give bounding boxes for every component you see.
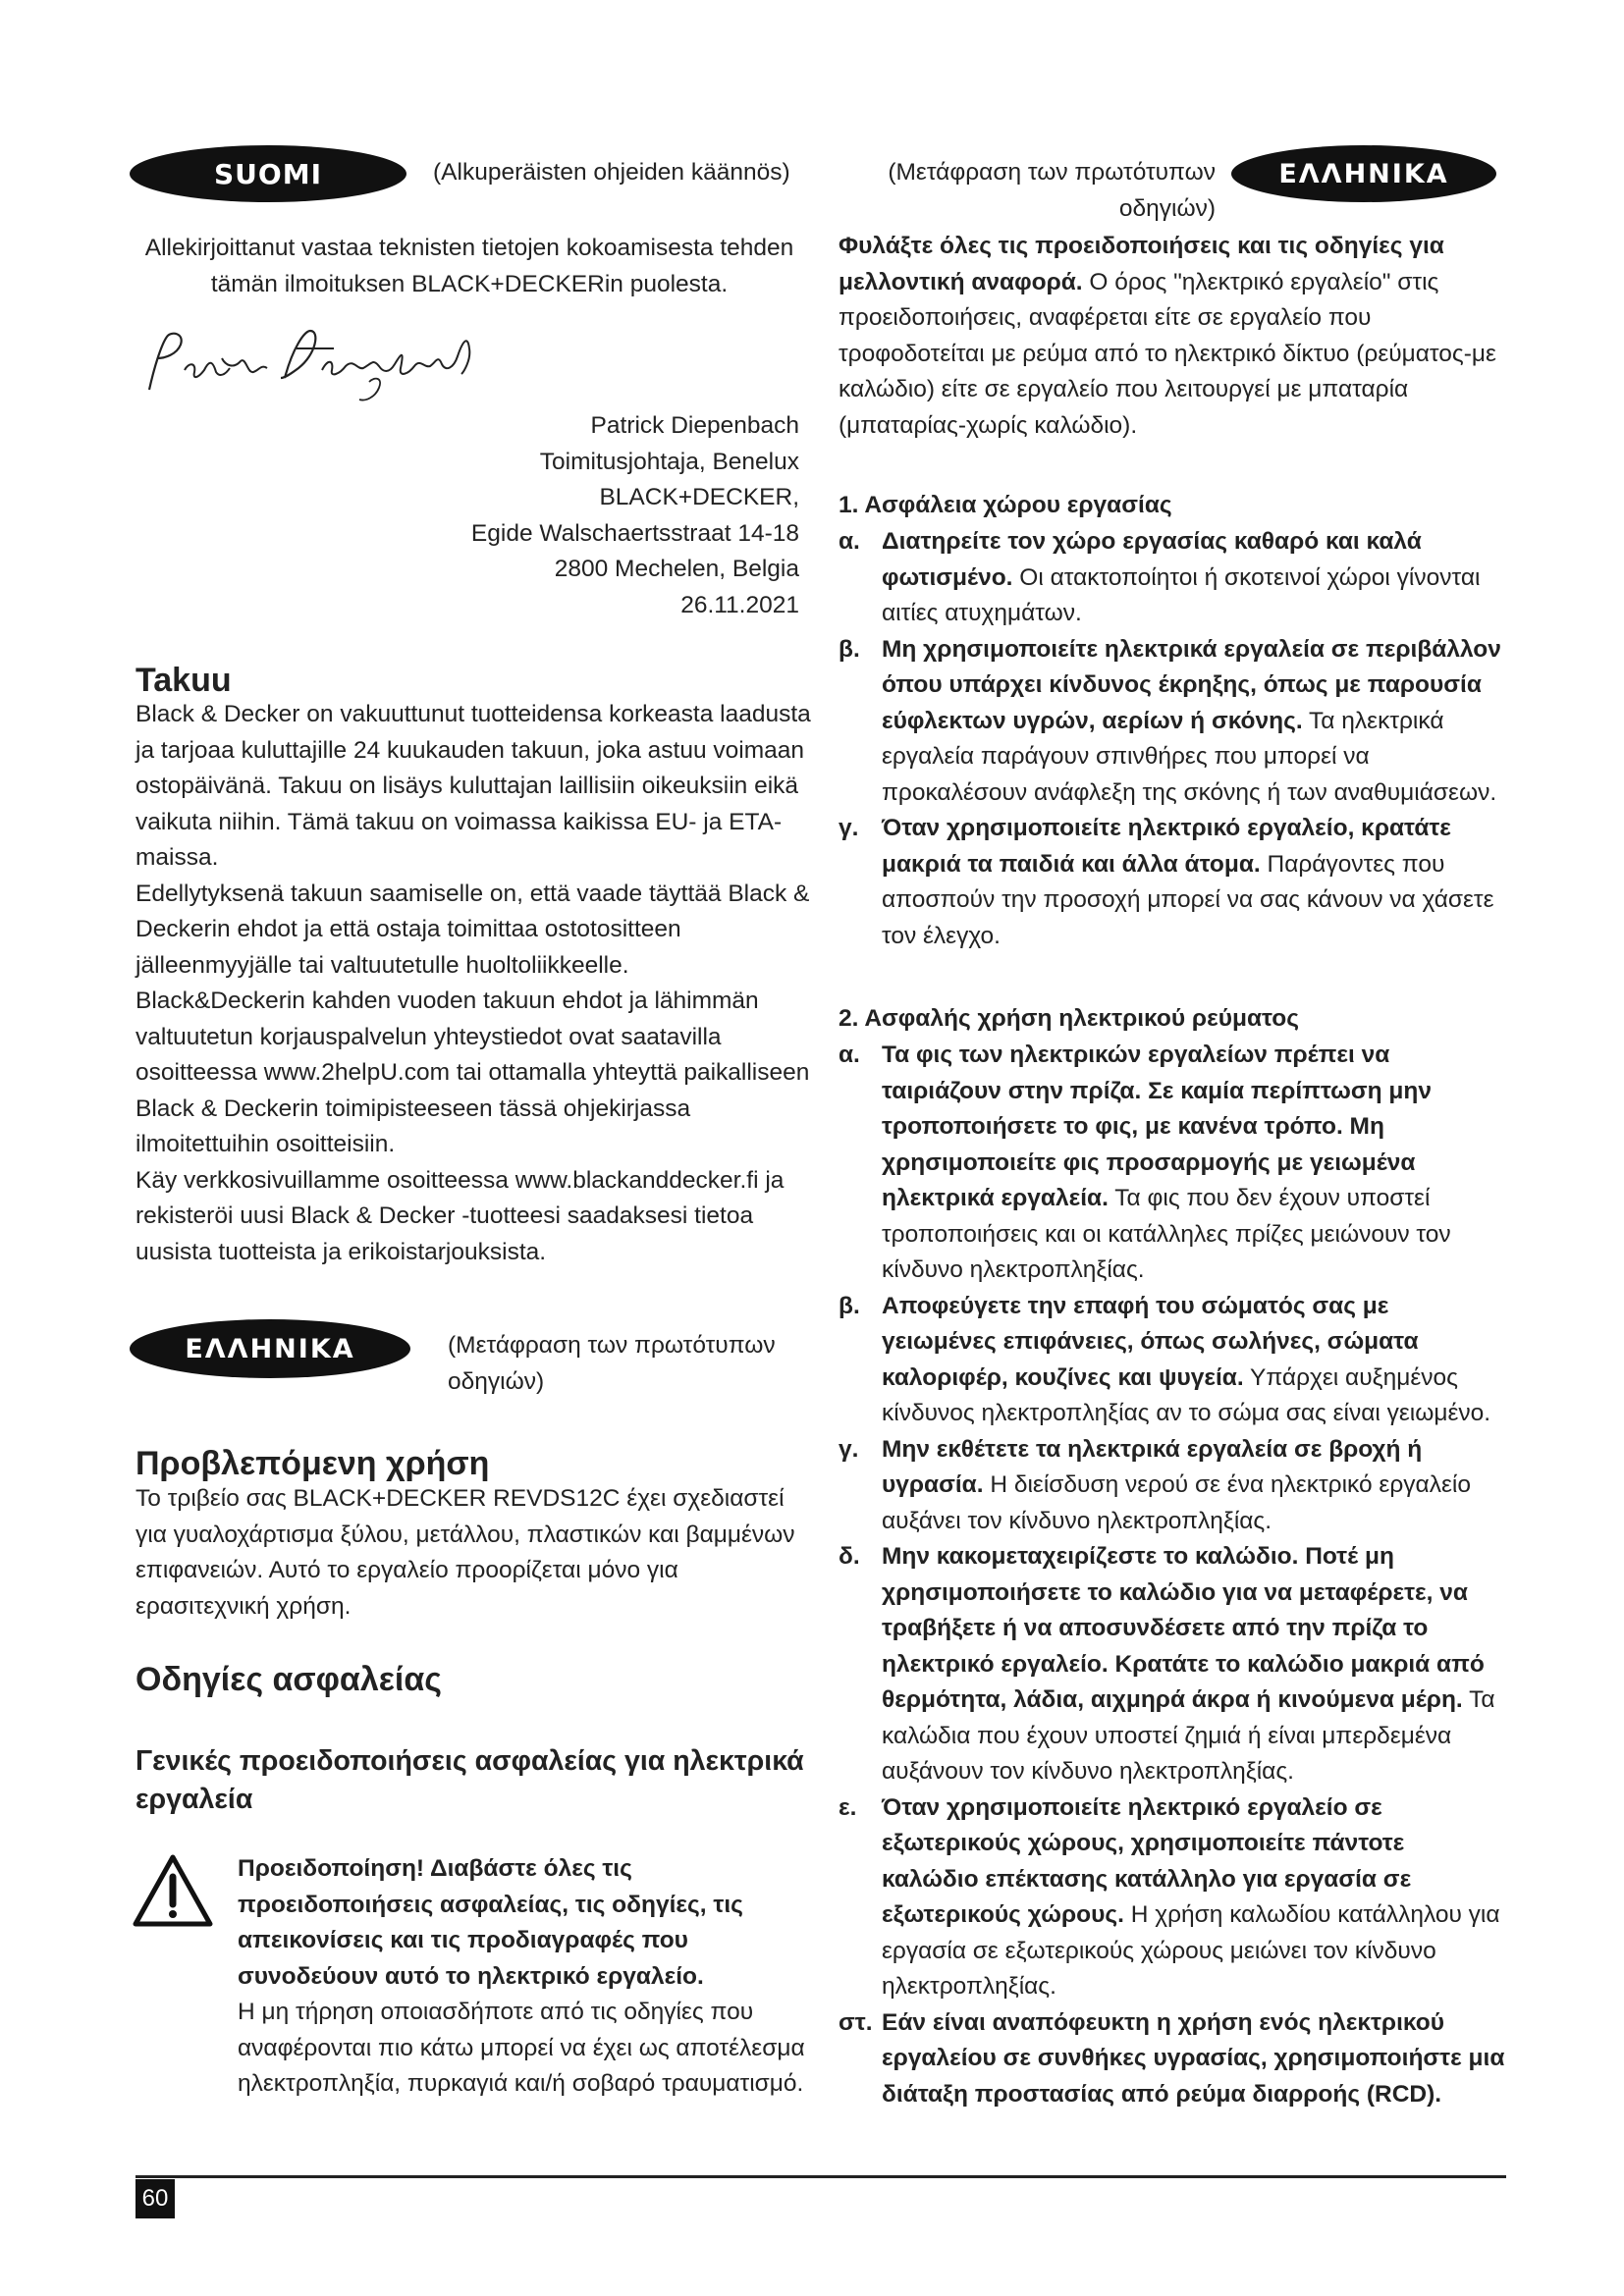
takuu-paragraph: Black&Deckerin kahden vuoden takuun ehdot ja lähimmän valtuutetun korjauspalvelun yhteystiedot ovat saatavilla osoitteessa www.2helpU.com tai ottamalla yhteyttä paikalliseen Black & Deckerin toimipisteeseen tässä ohjekirjassa ilmoitettuihin osoitteisiin. — [135, 988, 810, 1157]
takuu-heading: Takuu — [135, 662, 232, 699]
item-label: στ. — [839, 2008, 873, 2036]
intended-use-text: Το τριβείο σας BLACK+DECKER REVDS12C έχει σχεδιαστεί για γυαλοχάρτισμα ξύλου, μετάλλου, πλαστικών και βαμμένων επιφανειών. Αυτό το εργαλείο προορίζεται μόνο για ερασιτεχνική χρήση. — [135, 1485, 795, 1620]
item-bold: Τα φις των ηλεκτρικών εργαλείων πρέπει να ταιριάζουν στην πρίζα. Σε καμία περίπτωση μην τροποποιήσετε το φις, με κανένα τρόπο. Μη χρησιμοποιείτε φις προσαρμογής με γειωμένα ηλεκτρικά εργαλεία. — [882, 1041, 1432, 1211]
item-bold: Μην εκθέτετε τα ηλεκτρικά εργαλεία σε βροχή ή υγρασία. — [882, 1435, 1423, 1498]
item-label: γ. — [839, 815, 859, 841]
warning-bold: Προειδοποίηση! Διαβάστε όλες τις προειδοποιήσεις ασφαλείας, τις οδηγίες, τις απεικονίσεις και τις προδιαγραφές που συνοδεύουν αυτό το ηλεκτρικό εργαλείο. — [238, 1855, 743, 1990]
item-text: Η χρήση καλωδίου κατάλληλου για εργασία σε εξωτερικούς χώρους μειώνει τον κίνδυνο ηλεκτροπληξίας. — [882, 1901, 1500, 2000]
warning-block — [238, 1851, 807, 2103]
item-text: Παράγοντες που αποσπούν την προσοχή μπορεί να σας κάνουν να χάσετε τον έλεγχο. — [882, 850, 1494, 949]
item-bold: Εάν είναι αναπόφευκτη η χρήση ενός ηλεκτρικού εργαλείου σε συνθήκες υγρασίας, χρησιμοποιήστε μια διάταξη προστασίας από ρεύμα διαρροής (RCD). — [882, 2008, 1505, 2108]
list-item — [839, 1539, 1506, 1790]
item-text: Τα φις που δεν έχουν υποστεί τροποποιήσεις και οι κατάλληλες πρίζες μειώνουν τον κίνδυνο ηλεκτροπληξίας. — [882, 1185, 1451, 1283]
footer-rule — [135, 2175, 1506, 2178]
list-item — [839, 2005, 1506, 2113]
item-text: Υπάρχει αυξημένος κίνδυνος ηλεκτροπληξίας αν το σώμα σας είναι γειωμένο. — [882, 1363, 1491, 1426]
list-item — [839, 632, 1506, 812]
item-bold: Αποφεύγετε την επαφή του σώματός σας με γειωμένες επιφάνειες, όπως σωλήνες, σώματα καλοριφέρ, κουζίνες και ψυγεία. — [882, 1292, 1419, 1391]
page-number: 60 — [141, 2185, 169, 2212]
list-item — [839, 1790, 1506, 2005]
item-bold: Διατηρείτε τον χώρο εργασίας καθαρό και καλά φωτισμένο. — [882, 528, 1422, 591]
suomi-subtitle: (Alkuperäisten ohjeiden käännös) — [433, 159, 790, 186]
item-bold: Όταν χρησιμοποιείτε ηλεκτρικό εργαλείο σε εξωτερικούς χώρους, χρησιμοποιείτε πάντοτε καλώδιο επέκτασης κατάλληλο για εργασία σε εξωτερικούς χώρους. — [882, 1793, 1412, 1928]
signature — [137, 319, 530, 407]
declaration: Allekirjoittanut vastaa teknisten tietojen kokoamisesta tehden tämän ilmoituksen BLACK+DECKERin puolesta. — [144, 235, 794, 297]
item-text: Τα καλώδια που έχουν υποστεί ζημιά ή είναι μπερδεμένα αυξάνουν τον κίνδυνο ηλεκτροπληξίας. — [882, 1686, 1495, 1785]
section1-heading: 1. Ασφάλεια χώρου εργασίας — [839, 492, 1172, 518]
list-item — [839, 1432, 1506, 1540]
address-line: 2800 Mechelen, Belgia — [554, 556, 799, 582]
address-block — [373, 408, 799, 623]
section2-list — [839, 1038, 1506, 2112]
takuu-text — [135, 697, 813, 1270]
item-label: α. — [839, 1041, 860, 1068]
item-bold: Μην κακομεταχειρίζεστε το καλώδιο. Ποτέ μη χρησιμοποιήσετε το καλώδιο για να μεταφέρετε, να τραβήξετε ή να αποσυνδέσετε από την πρίζα το ηλεκτρικό εργαλείο. Κρατάτε το καλώδιο μακριά από θερμότητα, λάδια, αιχμηρά άκρα ή κινούμενα μέρη. — [882, 1543, 1485, 1713]
warning-text: Η μη τήρηση οποιασδήποτε από τις οδηγίες που αναφέρονται πιο κάτω μπορεί να έχει ως αποτέλεσμα ηλεκτροπληξία, πυρκαγιά και/ή σοβαρό τραυματισμό. — [238, 1999, 805, 2097]
page-number-box — [135, 2179, 175, 2218]
greek-badge-left — [130, 1319, 410, 1378]
item-bold: Μη χρησιμοποιείτε ηλεκτρικά εργαλεία σε περιβάλλον όπου υπάρχει κίνδυνος έκρηξης, όπως με παρουσία εύφλεκτων υγρών, αερίων ή σκόνης. — [882, 635, 1501, 734]
takuu-paragraph: Käy verkkosivuillamme osoitteessa www.blackanddecker.fi ja rekisteröi uusi Black & Decker -tuotteesi saadaksesi tietoa uusista tuotteista ja erikoistarjouksista. — [135, 1166, 785, 1265]
address-line: Egide Walschaertsstraat 14-18 — [470, 519, 799, 547]
address-line: Patrick Diepenbach — [590, 412, 799, 439]
safety-heading: Οδηγίες ασφαλείας — [135, 1661, 442, 1698]
item-text: Η διείσδυση νερού σε ένα ηλεκτρικό εργαλείο αυξάνει τον κίνδυνο ηλεκτροπληξίας. — [882, 1471, 1471, 1534]
item-label: γ. — [839, 1435, 859, 1463]
greek-badge-right-label: ΕΛΛΗΝΙΚΑ — [1278, 158, 1449, 189]
greek-badge-right — [1231, 145, 1496, 202]
item-label: α. — [839, 528, 860, 555]
list-item — [839, 811, 1506, 954]
warning-icon — [132, 1853, 214, 1928]
signature-graphic — [137, 319, 530, 407]
greek-badge-label: ΕΛΛΗΝΙΚΑ — [185, 1333, 355, 1364]
item-text: Οι ατακτοποίητοι ή σκοτεινοί χώροι γίνονται αιτίες ατυχημάτων. — [882, 563, 1481, 626]
section2-heading: 2. Ασφαλής χρήση ηλεκτρικού ρεύματος — [839, 1005, 1299, 1032]
list-item — [839, 1289, 1506, 1432]
item-bold: Όταν χρησιμοποιείτε ηλεκτρικό εργαλείο, κρατάτε μακριά τα παιδιά και άλλα άτομα. — [882, 815, 1451, 878]
suomi-badge-label: SUOMI — [214, 157, 322, 190]
list-item — [839, 524, 1506, 632]
intro-bold: Φυλάξτε όλες τις προειδοποιήσεις και τις οδηγίες για μελλοντική αναφορά. — [839, 233, 1444, 295]
takuu-paragraph: Edellytyksenä takuun saamiselle on, että vaade täyttää Black & Deckerin ehdot ja että ostaja toimittaa ostotositteen jälleenmyyjälle tai valtuutetulle huoltoliikkeelle. — [135, 880, 810, 979]
address-line: Toimitusjohtaja, Benelux — [539, 448, 799, 475]
list-item — [839, 1038, 1506, 1289]
section1-list — [839, 524, 1506, 954]
general-warnings-heading: Γενικές προειδοποιήσεις ασφαλείας για ηλεκτρικά εργαλεία — [135, 1745, 804, 1815]
item-label: δ. — [839, 1543, 860, 1570]
intended-use-heading: Προβλεπόμενη χρήση — [135, 1445, 490, 1482]
intro-paragraph — [839, 229, 1506, 444]
greek-subtitle-right: (Μετάφραση των πρωτότυπων οδηγιών) — [888, 159, 1216, 222]
greek-subtitle-left: (Μετάφραση των πρωτότυπων οδηγιών) — [448, 1332, 776, 1395]
address-line: BLACK+DECKER, — [599, 484, 799, 510]
item-text: Τα ηλεκτρικά εργαλεία παράγουν σπινθήρες που μπορεί να προκαλέσουν ανάφλεξη της σκόνης ή των αναθυμιάσεων. — [882, 707, 1497, 806]
takuu-paragraph: Black & Decker on vakuuttunut tuotteidensa korkeasta laadusta ja tarjoaa kuluttajille 24 kuukauden takuun, joka astuu voimaan ostopäivänä. Takuu on lisäys kuluttajan laillisiin oikeuksiin eikä vaikuta niihin. Tämä takuu on voimassa kaikissa EU- ja ETA-maissa. — [135, 701, 811, 871]
item-label: ε. — [839, 1793, 857, 1821]
intro-text: Ο όρος "ηλεκτρικό εργαλείο" στις προειδοποιήσεις, αναφέρεται είτε σε εργαλείο που τροφοδοτείται με ρεύμα από το ηλεκτρικό δίκτυο (ρεύματος-με καλώδιο) είτε σε εργαλείο που λειτουργεί με μπαταρία (μπαταρίας-χωρίς καλώδιο). — [839, 268, 1496, 439]
item-label: β. — [839, 1292, 860, 1319]
address-line: 26.11.2021 — [680, 591, 799, 618]
suomi-badge — [130, 145, 406, 202]
item-label: β. — [839, 635, 860, 663]
